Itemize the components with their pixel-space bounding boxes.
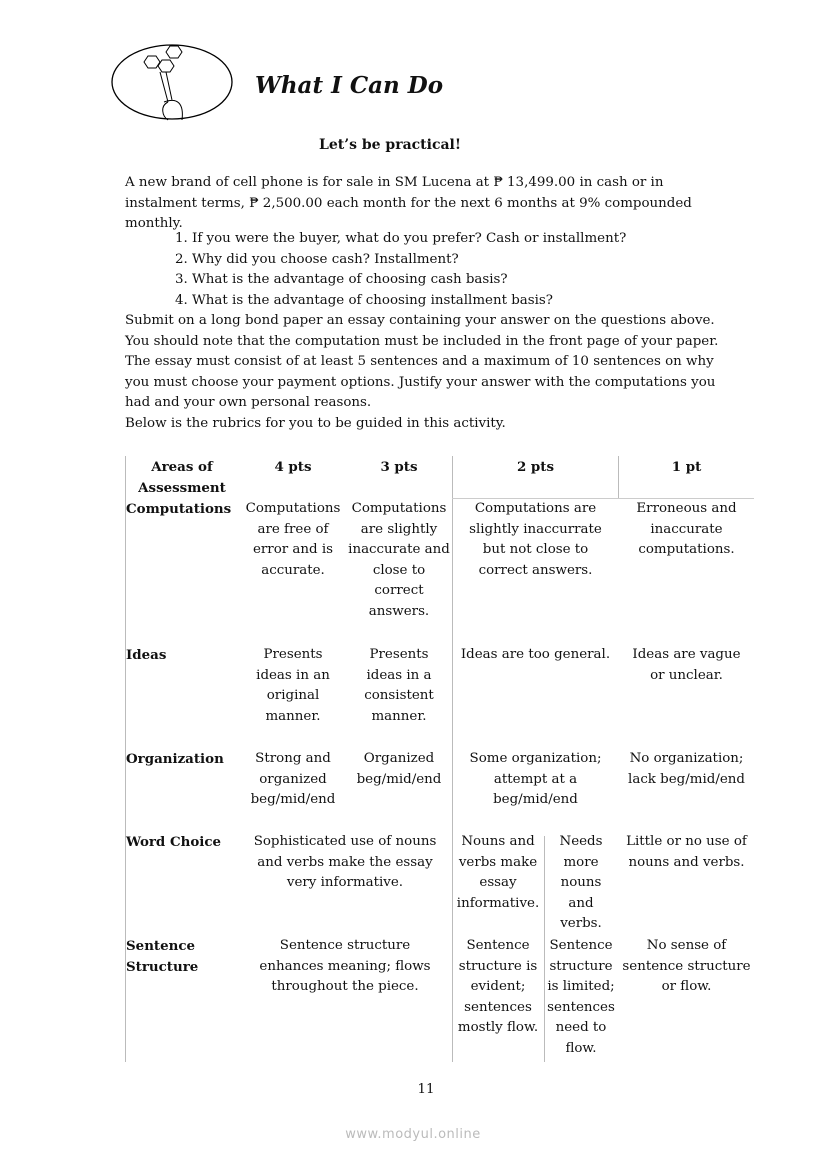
header-areas: Areas of Assessment [138, 459, 226, 496]
page-number: 11 [417, 1082, 435, 1097]
subtitle: Let’s be practical! [318, 137, 462, 153]
cell-1pt: Little or no use of nouns and verbs. [626, 834, 747, 870]
cell-2pts-b: Sentence structure is limited; sentences need to flow. [547, 938, 615, 1056]
header-4pts: 4 pts [274, 459, 312, 475]
cell-4-3pts: Sentence structure enhances meaning; flows throughout the piece. [259, 938, 431, 995]
row-area: Word Choice [126, 834, 222, 850]
cell-2pts-a: Sentence structure is evident; sentences mostly flow. [457, 938, 539, 1036]
cell-1pt: Erroneous and inaccurate computations. [636, 501, 737, 558]
header-1pt: 1 pt [671, 459, 702, 475]
rubric-intro: Below is the rubrics for you to be guided in this activity. [125, 416, 506, 431]
cell-3pts: Organized beg/mid/end [356, 751, 442, 787]
watermark: www.modyul.online [345, 1127, 481, 1142]
section-title: What I Can Do [255, 72, 444, 99]
cell-3pts: Presents ideas in a consistent manner. [364, 647, 434, 724]
question-item: 1. If you were the buyer, what do you prefer? Cash or installment? [175, 231, 627, 246]
cell-2pts-b: Needs more nouns and verbs. [559, 834, 603, 932]
row-area: Organization [126, 751, 224, 767]
question-list [175, 229, 626, 311]
row-area: Computations [126, 501, 232, 517]
cell-2pts-a: Nouns and verbs make essay informative. [456, 834, 540, 911]
row-area: Ideas [126, 647, 167, 663]
row-area: Sentence Structure [126, 938, 199, 975]
header-3pts: 3 pts [380, 459, 418, 475]
header-2pts: 2 pts [516, 459, 555, 475]
cell-1pt: No organization; lack beg/mid/end [628, 751, 745, 787]
cell-4pts: Strong and organized beg/mid/end [250, 751, 336, 808]
cell-1pt: Ideas are vague or unclear. [632, 647, 741, 683]
hand-with-nuts-icon [108, 42, 238, 122]
cell-4-3pts: Sophisticated use of nouns and verbs make the essay very informative. [253, 834, 437, 891]
cell-3pts: Computations are slightly inaccurate and close to correct answers. [348, 501, 450, 619]
question-item: 2. Why did you choose cash? Installment? [175, 251, 459, 267]
question-item: 4. What is the advantage of choosing installment basis? [175, 292, 553, 308]
instructions-paragraph: Submit on a long bond paper an essay containing your answer on the questions above. You should note that the computation must be included in the front page of your paper. The essay must consist of at least 5 sentences and a maximum of 10 sentences on why you must choose your payment options. Justify your answer with the computations you had and your own personal reasons. [125, 313, 719, 411]
cell-2pts: Computations are slightly inaccurrate but not close to correct answers. [469, 501, 602, 578]
cell-2pts: Ideas are too general. [460, 647, 611, 662]
question-item: 3. What is the advantage of choosing cash basis? [175, 272, 508, 288]
cell-4pts: Presents ideas in an original manner. [256, 647, 330, 724]
cell-1pt: No sense of sentence structure or flow. [622, 938, 751, 995]
cell-2pts: Some organization; attempt at a beg/mid/end [469, 751, 602, 808]
cell-4pts: Computations are free of error and is accurate. [245, 501, 341, 578]
intro-paragraph: A new brand of cell phone is for sale in SM Lucena at ₱ 13,499.00 in cash or in instalment terms, ₱ 2,500.00 each month for the next 6 months at 9% compounded monthly. [125, 175, 692, 232]
